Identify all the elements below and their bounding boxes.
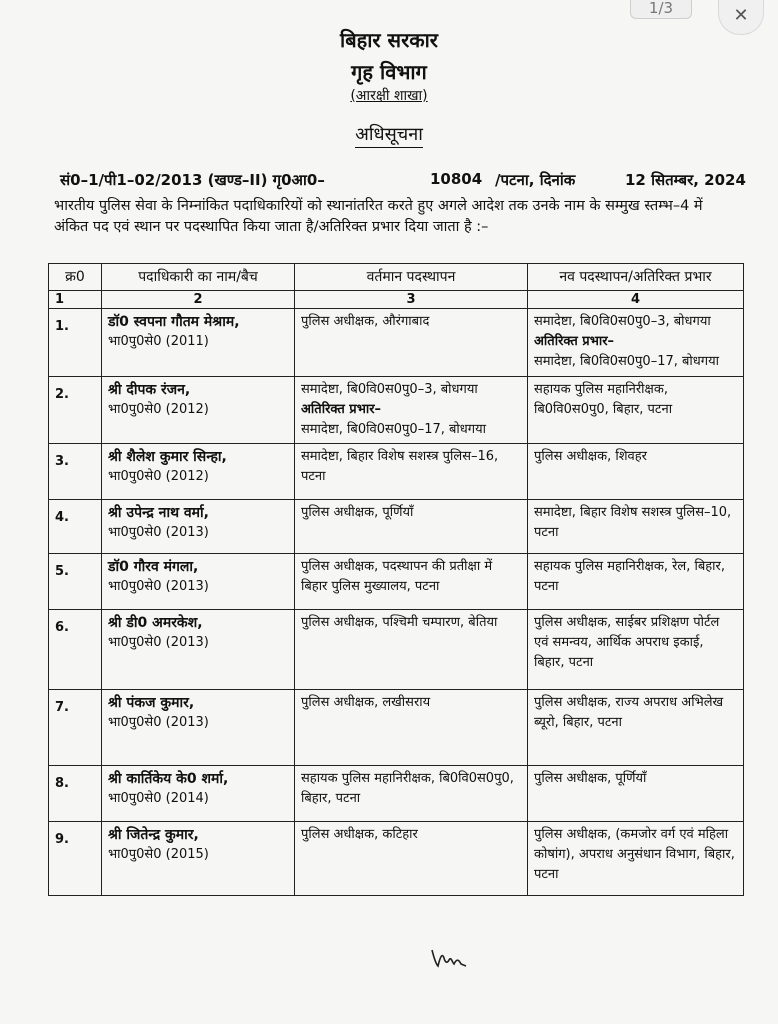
- current-posting-cell: [295, 500, 528, 554]
- serial-number: 3.: [49, 444, 102, 500]
- officer-cell: [102, 444, 295, 500]
- serial-number: 6.: [49, 610, 102, 690]
- current-posting: पुलिस अधीक्षक, कटिहार: [301, 827, 418, 842]
- new-posting-cell: [528, 500, 744, 554]
- col-number: 2: [102, 291, 295, 309]
- officer-batch: भा0पु0से0 (2015): [108, 847, 209, 862]
- new-posting: पुलिस अधीक्षक, (कमजोर वर्ग एवं महिला कोषांग), अपराध अनुसंधान विभाग, बिहार, पटना: [534, 827, 735, 882]
- officer-batch: भा0पु0से0 (2012): [108, 402, 209, 417]
- column-number-row: [49, 291, 744, 309]
- current-posting: पुलिस अधीक्षक, पदस्थापन की प्रतीक्षा में बिहार पुलिस मुख्यालय, पटना: [301, 559, 493, 594]
- table-header-row: [49, 264, 744, 291]
- government-name: बिहार सरकार: [340, 28, 438, 52]
- new-posting: पुलिस अधीक्षक, पूर्णियाँ: [534, 771, 647, 786]
- officer-batch: भा0पु0से0 (2013): [108, 525, 209, 540]
- officer-cell: [102, 500, 295, 554]
- col-number: 3: [295, 291, 528, 309]
- current-posting-cell: [295, 309, 528, 377]
- table-row: [49, 377, 744, 444]
- officer-cell: [102, 822, 295, 896]
- officer-name: श्री पंकज कुमार,: [108, 695, 195, 711]
- officer-batch: भा0पु0से0 (2011): [108, 334, 209, 349]
- table-row: [49, 500, 744, 554]
- new-posting-cell: [528, 610, 744, 690]
- officer-name: श्री डी0 अमरकेश,: [108, 615, 203, 631]
- new-posting: पुलिस अधीक्षक, शिवहर: [534, 449, 648, 464]
- current-posting-cell: [295, 554, 528, 610]
- new-posting-cell: [528, 444, 744, 500]
- reference-place: /पटना, दिनांक: [495, 171, 576, 189]
- serial-number: 4.: [49, 500, 102, 554]
- serial-number: 1.: [49, 309, 102, 377]
- header-serial: क्र0: [49, 264, 102, 291]
- current-posting: सहायक पुलिस महानिरीक्षक, बि0वि0स0पु0, बिहार, पटना: [301, 771, 514, 806]
- col-number: 1: [49, 291, 102, 309]
- officer-batch: भा0पु0से0 (2013): [108, 635, 209, 650]
- current-posting-cell: [295, 690, 528, 766]
- current-extra-label: अतिरिक्त प्रभार–: [301, 402, 382, 417]
- officer-name: डॉ0 गौरव मंगला,: [108, 559, 199, 575]
- table-row: [49, 766, 744, 822]
- new-posting-cell: [528, 822, 744, 896]
- page-indicator: 1/3: [630, 0, 692, 19]
- transfer-table: [48, 263, 744, 896]
- reference-date: 12 सितम्बर, 2024: [625, 171, 746, 189]
- new-posting: समादेष्टा, बि0वि0स0पु0–3, बोधगया: [534, 314, 711, 329]
- new-posting: पुलिस अधीक्षक, राज्य अपराध अभिलेख ब्यूरो, बिहार, पटना: [534, 695, 724, 730]
- new-posting: पुलिस अधीक्षक, साईबर प्रशिक्षण पोर्टल एवं समन्वय, आर्थिक अपराध इकाई, बिहार, पटना: [534, 615, 720, 670]
- officer-batch: भा0पु0से0 (2012): [108, 469, 209, 484]
- officer-name: डॉ0 स्वपना गौतम मेश्राम,: [108, 314, 240, 330]
- officer-cell: [102, 610, 295, 690]
- col-number: 4: [528, 291, 744, 309]
- officer-name: श्री उपेन्द्र नाथ वर्मा,: [108, 505, 209, 521]
- header-officer: पदाधिकारी का नाम/बैच: [102, 264, 295, 291]
- reference-number: सं0–1/पी1–02/2013 (खण्ड–II) गृ0आ0–: [60, 171, 325, 189]
- officer-name: श्री दीपक रंजन,: [108, 382, 191, 398]
- new-posting-cell: [528, 554, 744, 610]
- current-extra-charge: समादेष्टा, बि0वि0स0पु0–17, बोधगया: [301, 422, 487, 437]
- close-icon[interactable]: ✕: [718, 0, 764, 35]
- current-posting-cell: [295, 377, 528, 444]
- table-row: [49, 610, 744, 690]
- officer-name: श्री जितेन्द्र कुमार,: [108, 827, 199, 843]
- serial-number: 5.: [49, 554, 102, 610]
- new-posting: समादेष्टा, बिहार विशेष सशस्त्र पुलिस–10, पटना: [534, 505, 732, 540]
- department-name: गृह विभाग: [351, 60, 427, 84]
- intro-paragraph: भारतीय पुलिस सेवा के निम्नांकित पदाधिकारियों को स्थानांतरित करते हुए अगले आदेश तक उनके नाम के सम्मुख स्तम्भ–4 में अंकित पद एवं स्थान पर पदस्थापित किया जाता है/अतिरिक्त प्रभार दिया जाता है :–: [54, 198, 703, 235]
- current-posting-cell: [295, 444, 528, 500]
- current-posting: पुलिस अधीक्षक, पूर्णियाँ: [301, 505, 414, 520]
- officer-batch: भा0पु0से0 (2013): [108, 579, 209, 594]
- officer-batch: भा0पु0से0 (2013): [108, 715, 209, 730]
- header-current-posting: वर्तमान पदस्थापन: [295, 264, 528, 291]
- officer-cell: [102, 309, 295, 377]
- current-posting-cell: [295, 610, 528, 690]
- officer-cell: [102, 690, 295, 766]
- order-number: 10804: [430, 170, 483, 188]
- branch-name: (आरक्षी शाखा): [350, 88, 428, 104]
- current-posting-cell: [295, 822, 528, 896]
- officer-cell: [102, 554, 295, 610]
- officer-cell: [102, 766, 295, 822]
- table-row: [49, 554, 744, 610]
- current-posting: समादेष्टा, बि0वि0स0पु0–3, बोधगया: [301, 382, 478, 397]
- table-row: [49, 690, 744, 766]
- new-posting-cell: [528, 377, 744, 444]
- current-posting: पुलिस अधीक्षक, पश्चिमी चम्पारण, बेतिया: [301, 615, 498, 630]
- current-posting: पुलिस अधीक्षक, लखीसराय: [301, 695, 431, 710]
- serial-number: 7.: [49, 690, 102, 766]
- table-row: [49, 309, 744, 377]
- header-new-posting: नव पदस्थापन/अतिरिक्त प्रभार: [528, 264, 744, 291]
- new-posting-cell: [528, 690, 744, 766]
- serial-number: 2.: [49, 377, 102, 444]
- new-posting: सहायक पुलिस महानिरीक्षक, बि0वि0स0पु0, बिहार, पटना: [534, 382, 673, 417]
- new-posting-cell: [528, 309, 744, 377]
- officer-cell: [102, 377, 295, 444]
- current-posting: पुलिस अधीक्षक, औरंगाबाद: [301, 314, 430, 329]
- new-posting: सहायक पुलिस महानिरीक्षक, रेल, बिहार, पटना: [534, 559, 725, 594]
- table-row: [49, 444, 744, 500]
- table-row: [49, 822, 744, 896]
- current-posting-cell: [295, 766, 528, 822]
- current-posting: समादेष्टा, बिहार विशेष सशस्त्र पुलिस–16, पटना: [301, 449, 499, 484]
- serial-number: 9.: [49, 822, 102, 896]
- officer-name: श्री कार्तिकेय के0 शर्मा,: [108, 771, 229, 787]
- new-extra-charge: समादेष्टा, बि0वि0स0पु0–17, बोधगया: [534, 354, 720, 369]
- officer-batch: भा0पु0से0 (2014): [108, 791, 209, 806]
- new-extra-label: अतिरिक्त प्रभार–: [534, 334, 615, 349]
- serial-number: 8.: [49, 766, 102, 822]
- new-posting-cell: [528, 766, 744, 822]
- officer-name: श्री शैलेश कुमार सिन्हा,: [108, 449, 227, 465]
- signature: [428, 944, 470, 970]
- notification-title: अधिसूचना: [0, 122, 778, 146]
